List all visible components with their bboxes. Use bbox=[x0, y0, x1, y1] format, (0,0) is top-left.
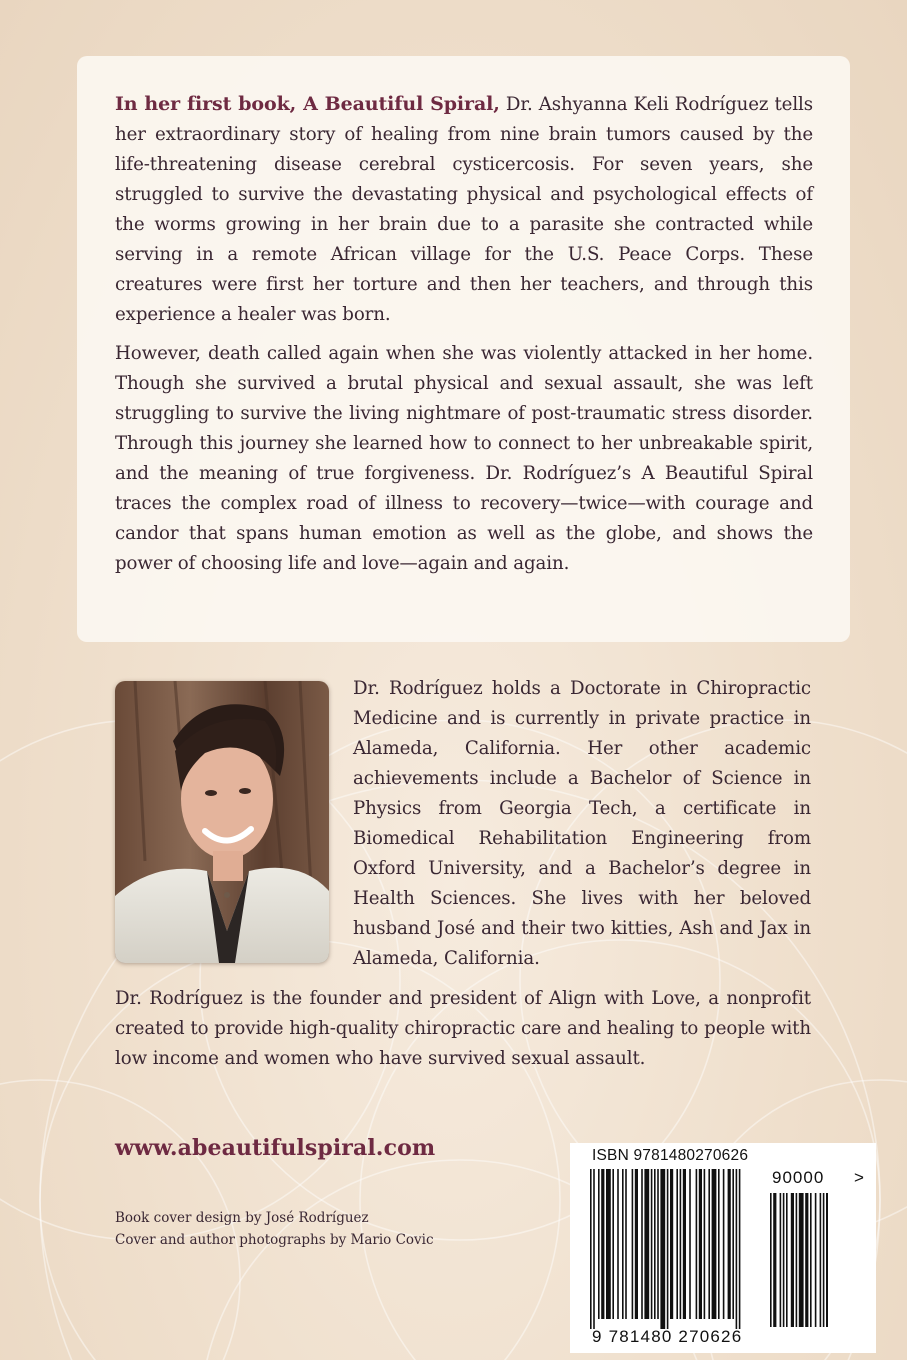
barcode-bar bbox=[805, 1193, 808, 1327]
barcode-bar bbox=[641, 1169, 643, 1319]
barcode-bar bbox=[786, 1193, 788, 1327]
barcode-bar bbox=[739, 1169, 741, 1329]
author-bio: Dr. Rodríguez holds a Doctorate in Chiropractic Medicine and is currently in private practice in Alameda, California. Her other academic achievements include a Bachelor of Science in Physics from Georgia Tech, a certificate in Biomedical Rehabilitation Engineering from Oxford University, and a Bachelor’s degree in Health Sciences. She lives with her beloved husband José and their two kitties, Ash and Jax in Alameda, California. bbox=[353, 678, 811, 969]
barcode-bar bbox=[676, 1169, 678, 1319]
barcode-bar bbox=[654, 1169, 656, 1319]
barcode-bar bbox=[667, 1169, 669, 1329]
barcode-bar bbox=[593, 1169, 595, 1329]
isbn-number: 9 781480 270626 bbox=[592, 1327, 743, 1346]
barcode-bar bbox=[660, 1169, 665, 1329]
barcode-bar bbox=[826, 1193, 828, 1327]
barcode-bar bbox=[617, 1169, 619, 1319]
price-code: 90000 bbox=[772, 1168, 825, 1187]
barcode-bar bbox=[791, 1193, 794, 1327]
barcode-bar bbox=[651, 1169, 653, 1319]
barcode-bar bbox=[644, 1169, 649, 1319]
barcode-bar bbox=[780, 1193, 782, 1327]
author-photo bbox=[115, 681, 329, 963]
barcode-bar bbox=[612, 1169, 614, 1319]
author-foundation-note: Dr. Rodríguez is the founder and president of Align with Love, a nonprofit created to provide high-quality chiropractic care and healing to people with low income and women who have survived sexual assault. bbox=[115, 988, 811, 1069]
synopsis-panel bbox=[77, 56, 850, 642]
barcode-bar bbox=[622, 1169, 624, 1319]
barcode-bar bbox=[823, 1193, 825, 1327]
synopsis-paragraph-2: However, death called again when she was violently attacked in her home. Though she survived a brutal physical and sexual assault, she was left struggling to survive the living nightmare of post-traumatic stress disorder. Through this journey she learned how to connect to her unbreakable spirit, and the meaning of true forgiveness. Dr. Rodríguez’s A Beautiful Spiral traces the complex road of illness to recovery—twice—with courage and candor that spans human emotion as well as the globe, and shows the power of choosing life and love—again and again. bbox=[115, 343, 813, 574]
synopsis-paragraph-1-text: Dr. Ashyanna Keli Rodríguez tells her extraordinary story of healing from nine brain tumors caused by the life-threatening disease cerebral cysticercosis. For seven years, she struggled to survive the devastating physical and psychological effects of the worms growing in her brain due to a parasite she contracted while serving in a remote African village for the U.S. Peace Corps. These creatures were first her torture and then her teachers, and through this experience a healer was born. bbox=[115, 94, 813, 325]
barcode-bar bbox=[601, 1169, 604, 1319]
synopsis-lead: In her first book, A Beautiful Spiral, bbox=[115, 93, 500, 115]
barcode-bar bbox=[606, 1169, 611, 1319]
cover-design-credit: Book cover design by José Rodríguez bbox=[115, 1210, 369, 1226]
barcode-bar bbox=[590, 1169, 592, 1329]
price-arrow: > bbox=[854, 1168, 864, 1187]
ean13-bars bbox=[590, 1169, 758, 1329]
barcode-bar bbox=[657, 1169, 659, 1319]
barcode-bar bbox=[783, 1193, 785, 1327]
addon-bars bbox=[770, 1193, 828, 1329]
barcode-bar bbox=[810, 1193, 812, 1327]
barcode-bar bbox=[732, 1169, 734, 1319]
barcode-bar bbox=[712, 1169, 717, 1319]
barcode-bar bbox=[699, 1169, 702, 1319]
barcode-bar bbox=[815, 1193, 817, 1327]
barcode-bar bbox=[625, 1169, 627, 1319]
barcode-bar bbox=[680, 1169, 682, 1319]
barcode-bar bbox=[683, 1169, 686, 1319]
barcode-bar bbox=[689, 1169, 691, 1319]
cover-credits bbox=[115, 1207, 434, 1251]
barcode-bar bbox=[635, 1169, 638, 1319]
isbn-label: ISBN 9781480270626 bbox=[592, 1147, 749, 1164]
barcode-bar bbox=[696, 1169, 698, 1319]
barcode-bar bbox=[704, 1169, 706, 1319]
barcode-bar bbox=[773, 1193, 776, 1327]
barcode-bar bbox=[736, 1169, 738, 1329]
barcode-bar bbox=[598, 1169, 600, 1319]
barcode-bar bbox=[796, 1193, 798, 1327]
barcode-bar bbox=[632, 1169, 634, 1319]
barcode-bar bbox=[820, 1193, 822, 1327]
barcode-bar bbox=[723, 1169, 725, 1319]
website-url: www.abeautifulspiral.com bbox=[115, 1135, 436, 1161]
barcode-bar bbox=[718, 1169, 720, 1319]
barcode-bar bbox=[728, 1169, 731, 1319]
barcode-bar bbox=[799, 1193, 804, 1327]
photograph-credit: Cover and author photographs by Mario Covic bbox=[115, 1232, 434, 1248]
barcode-bar bbox=[670, 1169, 673, 1319]
barcode-bar bbox=[770, 1193, 772, 1327]
synopsis-paragraph-1 bbox=[115, 89, 813, 330]
barcode-bar bbox=[708, 1169, 710, 1319]
isbn-barcode bbox=[570, 1143, 876, 1353]
